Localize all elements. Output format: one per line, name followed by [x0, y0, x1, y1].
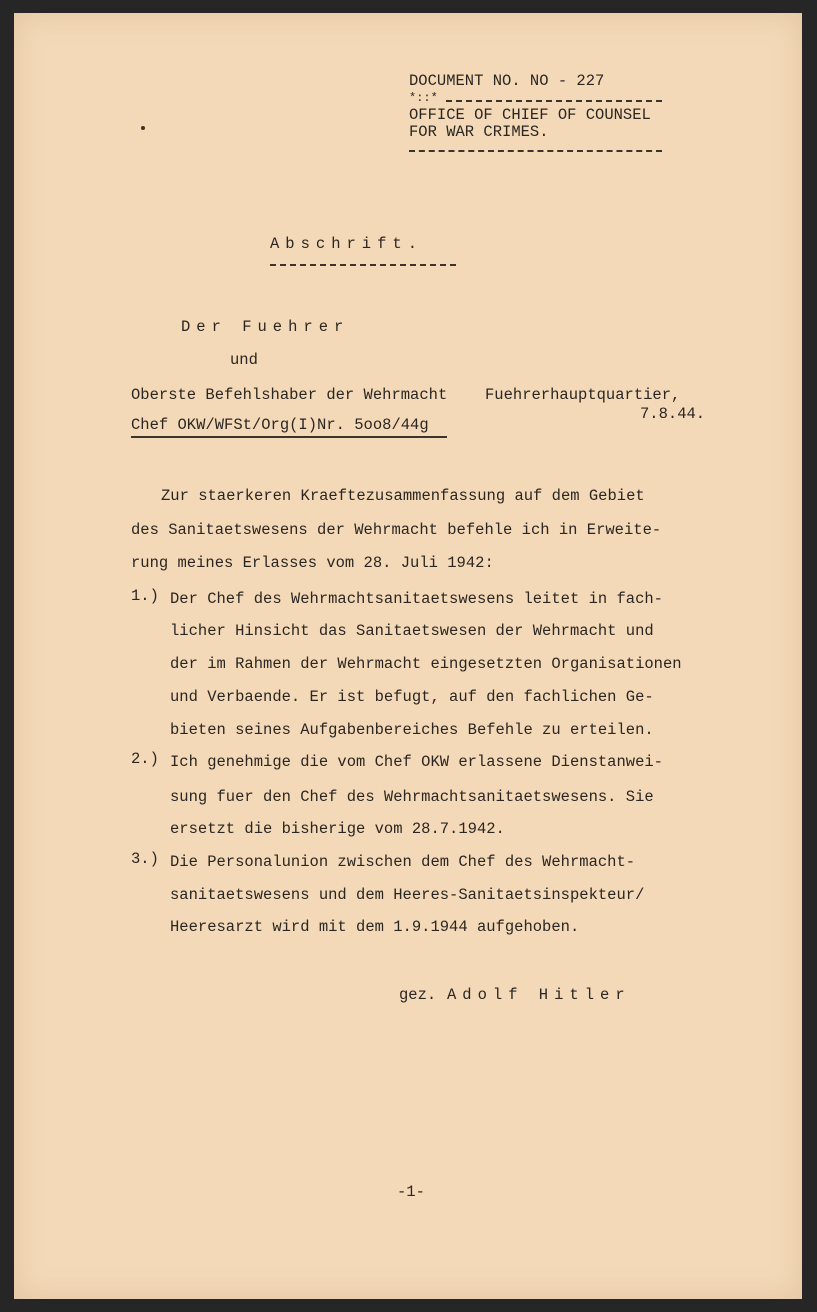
sender-line-2: und	[230, 351, 258, 369]
item-number: 3.)	[131, 850, 159, 868]
item-line: sung fuer den Chef des Wehrmachtsanitaetswesens. Sie	[170, 788, 654, 806]
document-page	[14, 13, 802, 1299]
sender-place: Fuehrerhauptquartier,	[485, 386, 681, 404]
office-line-2: FOR WAR CRIMES.	[409, 123, 549, 141]
item-line: licher Hinsicht das Sanitaetswesen der Wehrmacht und	[170, 622, 654, 640]
intro-line: rung meines Erlasses vom 28. Juli 1942:	[131, 554, 494, 572]
header-divider-bottom	[409, 150, 662, 152]
item-line: sanitaetswesens und dem Heeres-Sanitaetsinspekteur/	[170, 886, 645, 904]
header-divider	[446, 100, 662, 102]
item-line: der im Rahmen der Wehrmacht eingesetzten Organisationen	[170, 655, 682, 673]
page-title: Abschrift.	[270, 235, 424, 253]
signature-name: Adolf Hitler	[447, 986, 631, 1004]
item-line: Ich genehmige die vom Chef OKW erlassene Dienstanwei-	[170, 753, 663, 771]
sender-line-3: Oberste Befehlshaber der Wehrmacht	[131, 386, 448, 404]
item-line: ersetzt die bisherige vom 28.7.1942.	[170, 820, 505, 838]
signature-prefix: gez.	[399, 986, 437, 1004]
office-line-1: OFFICE OF CHIEF OF COUNSEL	[409, 106, 651, 124]
title-underline	[270, 264, 456, 266]
ink-speck	[141, 126, 145, 130]
sender-line-1: Der Fuehrer	[181, 318, 350, 336]
sender-date: 7.8.44.	[640, 405, 706, 423]
reference-number: Chef OKW/WFSt/Org(I)Nr. 5oo8/44g	[131, 416, 429, 434]
item-line: Heeresarzt wird mit dem 1.9.1944 aufgehoben.	[170, 918, 580, 936]
stamp-mark: *::*	[409, 91, 438, 105]
item-number: 1.)	[131, 587, 159, 605]
page-number: -1-	[397, 1183, 425, 1201]
intro-line: Zur staerkeren Kraeftezusammenfassung auf dem Gebiet	[161, 487, 645, 505]
item-line: Die Personalunion zwischen dem Chef des Wehrmacht-	[170, 853, 636, 871]
item-line: und Verbaende. Er ist befugt, auf den fachlichen Ge-	[170, 688, 654, 706]
item-line: bieten seines Aufgabenbereiches Befehle zu erteilen.	[170, 721, 654, 739]
document-number: DOCUMENT NO. NO - 227	[409, 72, 605, 90]
intro-line: des Sanitaetswesens der Wehrmacht befehle ich in Erweite-	[131, 521, 662, 539]
item-line: Der Chef des Wehrmachtsanitaetswesens leitet in fach-	[170, 590, 663, 608]
reference-underline	[131, 436, 447, 438]
item-number: 2.)	[131, 750, 159, 768]
